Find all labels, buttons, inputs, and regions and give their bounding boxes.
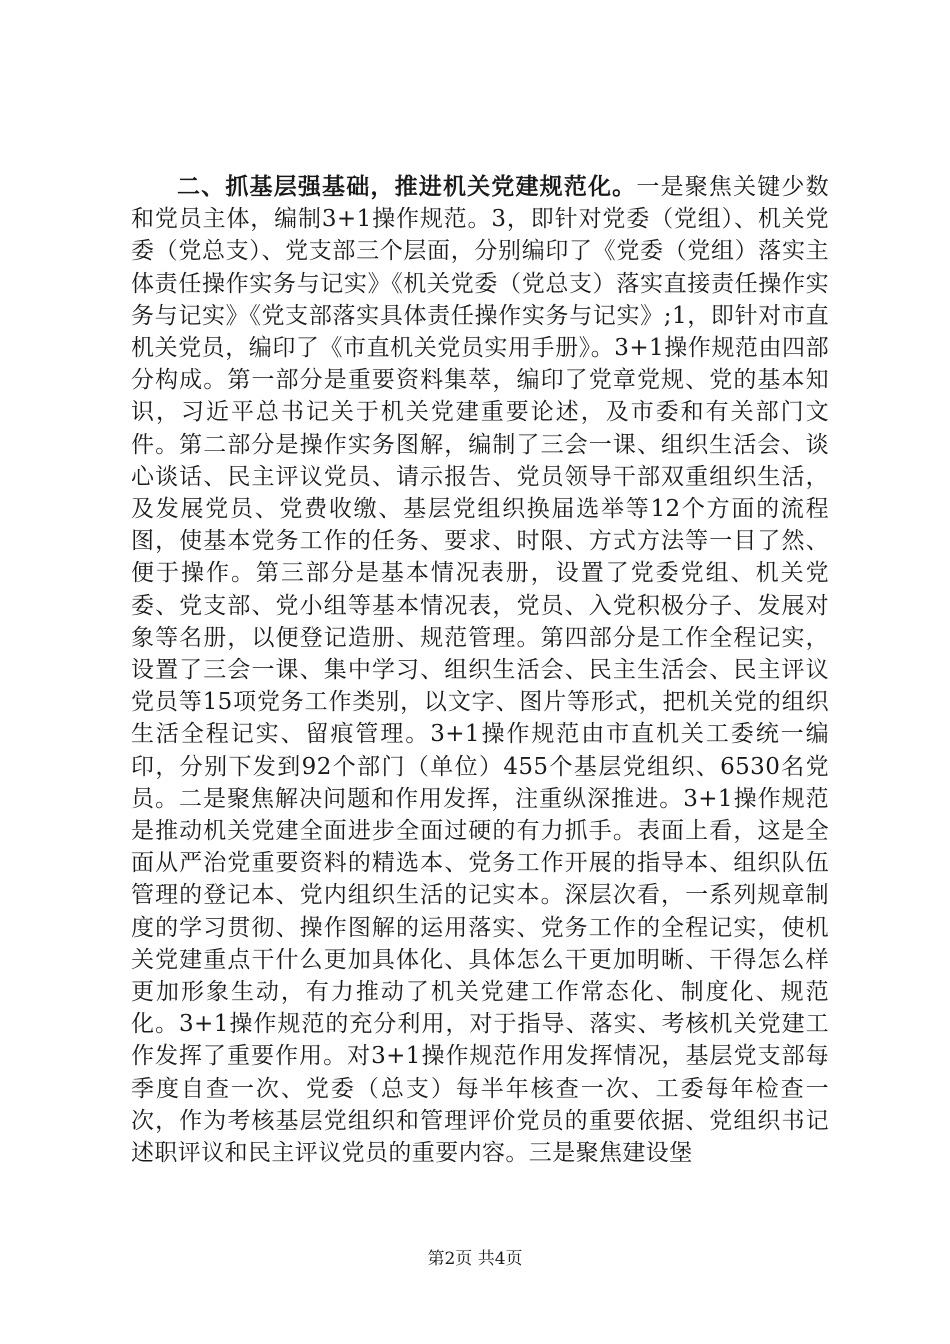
page-footer [0,1244,950,1269]
page-number: 第2页 共4页 [427,1249,523,1269]
body-paragraph [131,171,829,1169]
section-heading: 二、抓基层强基础，推进机关党建规范化。 [177,174,637,200]
paragraph-text: 一是聚焦关键少数和党员主体，编制3+1操作规范。3，即针对党委（党组）、机关党委（党总支）、党支部三个层面，分别编印了《党委（党组）落实主体责任操作实务与记实》《机关党委（党总支）落实直接责任操作实务与记实》《党支部落实具体责任操作实务与记实》;1，即针对市直机关党员，编印了《市直机关党员实用手册》。3+1操作规范由四部分构成。第一部分是重要资料集萃，编印了党章党规、党的基本知识，习近平总书记关于机关党建重要论述，及市委和有关部门文件。第二部分是操作实务图解，编制了三会一课、组织生活会、谈心谈话、民主评议党员、请示报告、党员领导干部双重组织生活，及发展党员、党费收缴、基层党组织换届选举等12个方面的流程图，使基本党务工作的任务、要求、时限、方式方法等一目了然、便于操作。第三部分是基本情况表册，设置了党委党组、机关党委、党支部、党小组等基本情况表，党员、入党积极分子、发展对象等名册，以便登记造册、规范管理。第四部分是工作全程记实，设置了三会一课、集中学习、组织生活会、民主生活会、民主评议党员等15项党务工作类别，以文字、图片等形式，把机关党的组织生活全程记实、留痕管理。3+1操作规范由市直机关工委统一编印，分别下发到92个部门（单位）455个基层党组织、6530名党员。二是聚焦解决问题和作用发挥，注重纵深推进。3+1操作规范是推动机关党建全面进步全面过硬的有力抓手。表面上看，这是全面从严治党重要资料的精选本、党务工作开展的指导本、组织队伍管理的登记本、党内组织生活的记实本。深层次看，一系列规章制度的学习贯彻、操作图解的运用落实、党务工作的全程记实，使机关党建重点干什么更加具体化、具体怎么干更加明晰、干得怎么样更加形象生动，有力推动了机关党建工作常态化、制度化、规范化。3+1操作规范的充分利用，对于指导、落实、考核机关党建工作发挥了重要作用。对3+1操作规范作用发挥情况，基层党支部每季度自查一次、党委（总支）每半年核查一次、工委每年检查一次，作为考核基层党组织和管理评价党员的重要依据、党组织书记述职评议和民主评议党员的重要内容。三是聚焦建设堡 [131,174,829,1167]
